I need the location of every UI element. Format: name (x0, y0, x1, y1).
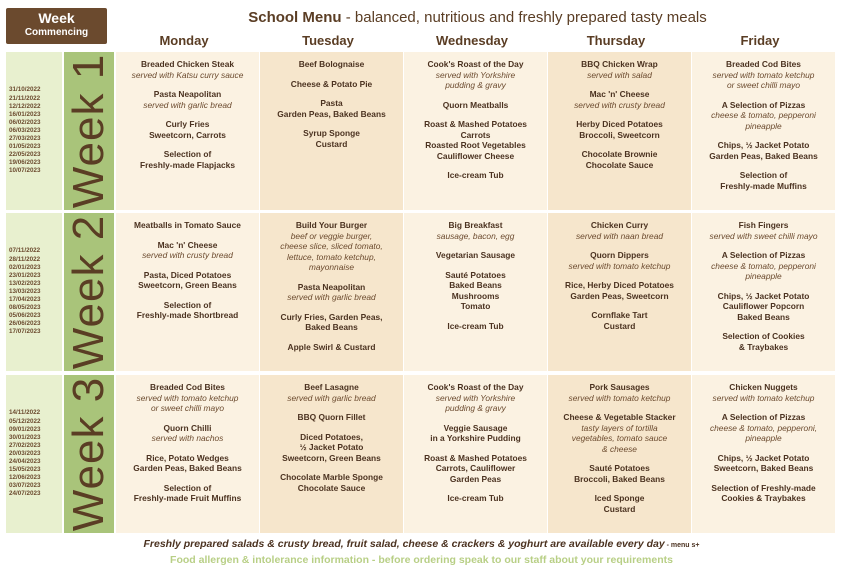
menu-item (551, 280, 688, 301)
menu-item-name: A Selection of Pizzas (721, 99, 806, 110)
badge-line1: Week (38, 10, 75, 26)
week-commencing-date: 06/02/2023 (9, 118, 41, 126)
page-title (112, 9, 843, 26)
menu-cell-monday (116, 52, 259, 210)
week-label: Week 2 (64, 214, 113, 370)
menu-item-name: Quorn Meatballs (442, 99, 509, 110)
week-commencing-date: 05/06/2023 (9, 312, 41, 320)
menu-item-name: Cheese & Potato Pie (290, 78, 373, 89)
menu-item-name: Breaded Chicken Steak (140, 59, 235, 69)
menu-item (695, 291, 832, 323)
week-dates (9, 86, 63, 175)
week-commencing-badge (6, 8, 107, 44)
menu-cell-monday (116, 375, 259, 533)
week-commencing-date: 20/03/2023 (9, 449, 41, 457)
menu-item (695, 100, 832, 132)
menu-cell-thursday (548, 213, 691, 371)
menu-item-description: served with tomato ketchup (568, 260, 671, 271)
week-commencing-date: 01/05/2023 (9, 143, 41, 151)
week-commencing-date: 30/01/2023 (9, 433, 41, 441)
menu-item (263, 98, 400, 119)
menu-item (119, 423, 256, 444)
menu-item-description: tasty layers of tortilla vegetables, tomato sauce & cheese (571, 422, 668, 454)
menu-cell-wednesday (404, 375, 547, 533)
week-dates-box (6, 213, 62, 371)
menu-item (407, 270, 544, 312)
menu-item (551, 493, 688, 514)
menu-item (407, 423, 544, 444)
menu-item (407, 382, 544, 414)
menu-item (551, 220, 688, 241)
menu-item-name: Beef Bolognaise (298, 59, 365, 69)
menu-item-name: Apple Swirl & Custard (287, 341, 376, 352)
week-label: Week 3 (64, 376, 113, 532)
menu-item (263, 432, 400, 464)
menu-item-name: Chocolate Brownie Chocolate Sauce (581, 149, 658, 170)
menu-item-description: cheese & tomato, pepperoni, pineapple (709, 422, 818, 443)
menu-item (119, 59, 256, 80)
menu-item (551, 89, 688, 110)
menu-cell-thursday (548, 52, 691, 210)
day-header-friday: Friday (740, 33, 780, 48)
menu-item (695, 220, 832, 241)
week-commencing-date: 27/03/2023 (9, 135, 41, 142)
menu-item (551, 59, 688, 80)
menu-item-name: Chicken Nuggets (729, 382, 798, 392)
menu-item (407, 250, 544, 261)
menu-item-description: served with tomato ketchup (568, 392, 671, 403)
day-header-tuesday: Tuesday (302, 33, 354, 48)
menu-item (407, 453, 544, 485)
menu-item-description: served with crusty bread (574, 99, 665, 110)
week-commencing-date: 14/11/2022 (9, 409, 41, 417)
menu-item-name: Selection of Freshly-made Cookies & Traybakes (711, 482, 816, 503)
menu-item (695, 250, 832, 282)
menu-item (695, 412, 832, 444)
menu-item-name: Build Your Burger (295, 220, 368, 230)
week-menu-area (116, 375, 838, 533)
week-commencing-date: 28/11/2022 (9, 255, 41, 263)
menu-item (263, 382, 400, 403)
menu-item-name: Selection of Freshly-made Shortbread (136, 299, 239, 320)
menu-item-description: served with garlic bread (287, 392, 376, 403)
menu-item (119, 300, 256, 321)
footer-line1-small: - menu s+ (664, 542, 700, 549)
menu-item-name: Pasta Garden Peas, Baked Beans (277, 98, 386, 119)
menu-item-name: A Selection of Pizzas (721, 250, 806, 260)
menu-item-name: Iced Sponge Custard (594, 493, 645, 514)
week-dates-box (6, 375, 62, 533)
menu-item-name: Cornflake Tart Custard (591, 310, 648, 331)
week-commencing-date: 31/10/2022 (9, 86, 41, 94)
menu-cell-friday (692, 375, 835, 533)
menu-item-description: served with salad (587, 69, 652, 80)
menu-item-description: served with garlic bread (287, 292, 376, 302)
menu-item-name: Ice-cream Tub (447, 493, 504, 503)
menu-item (263, 282, 400, 303)
week-commencing-date: 13/03/2023 (9, 287, 41, 295)
menu-item-name: Breaded Cod Bites (150, 382, 225, 392)
menu-item-name: Vegetarian Sausage (435, 250, 516, 260)
menu-item-name: Diced Potatoes, ½ Jacket Potato Sweetcorn, Green Beans (282, 431, 381, 463)
menu-item-name: BBQ Quorn Fillet (297, 412, 366, 422)
menu-item-description: cheese & tomato, pepperoni pineapple (711, 260, 816, 281)
menu-item-description: beef or veggie burger, cheese slice, sliced tomato, lettuce, tomato ketchup, mayonnaise (280, 230, 383, 272)
week-commencing-date: 13/02/2023 (9, 279, 41, 287)
week-commencing-date: 12/12/2022 (9, 102, 41, 110)
menu-item (407, 321, 544, 332)
menu-item (695, 140, 832, 161)
menu-item-name: Breaded Cod Bites (726, 59, 801, 69)
day-header-thursday: Thursday (586, 33, 646, 48)
week-label-box (64, 375, 114, 533)
menu-item (695, 170, 832, 191)
menu-item-name: Cheese & Vegetable Stacker (563, 412, 676, 422)
title-bold: School Menu (248, 9, 342, 26)
menu-item (695, 483, 832, 504)
menu-item (695, 331, 832, 352)
menu-item-description: served with nachos (151, 433, 224, 443)
menu-item-name: Big Breakfast (448, 220, 503, 230)
week-dates (9, 409, 63, 498)
menu-cell-tuesday (260, 375, 403, 533)
menu-item-name: Sauté Potatoes Broccoli, Baked Beans (574, 463, 665, 484)
footer-line1: Freshly prepared salads & crusty bread, fruit salad, cheese & crackers & yoghurt are available every day (143, 538, 665, 550)
menu-item-name: Beef Lasagne (304, 382, 359, 392)
menu-item-name: Selection of Freshly-made Fruit Muffins (133, 482, 242, 503)
week-commencing-date: 09/01/2023 (9, 425, 41, 433)
week-commencing-date: 22/05/2023 (9, 151, 41, 159)
menu-item (407, 493, 544, 504)
menu-item-name: Pasta, Diced Potatoes Sweetcorn, Green Beans (138, 269, 237, 290)
menu-item (695, 382, 832, 403)
day-header-wednesday: Wednesday (435, 33, 508, 48)
week-commencing-date: 21/11/2022 (9, 94, 41, 102)
menu-item-description: served with Yorkshire pudding & gravy (435, 392, 516, 413)
footer-daily-items (0, 538, 843, 550)
menu-item (119, 453, 256, 474)
week-row-1 (6, 52, 838, 210)
menu-item (551, 382, 688, 403)
menu-item (407, 100, 544, 111)
menu-cell-tuesday (260, 213, 403, 371)
menu-item (695, 59, 832, 91)
menu-item-name: Curly Fries, Garden Peas, Baked Beans (280, 311, 383, 332)
menu-item-name: Chips, ½ Jacket Potato Cauliflower Popcorn Baked Beans (717, 290, 810, 322)
menu-item (263, 59, 400, 70)
menu-item (551, 310, 688, 331)
menu-item-name: Cook's Roast of the Day (427, 59, 524, 69)
week-commencing-date: 10/07/2023 (9, 167, 41, 175)
week-commencing-date: 05/12/2022 (9, 417, 41, 425)
week-commencing-date: 23/01/2023 (9, 271, 41, 279)
menu-item (407, 59, 544, 91)
menu-item-name: Chocolate Marble Sponge Chocolate Sauce (280, 472, 383, 493)
menu-item-name: Roast & Mashed Potatoes Carrots, Cauliflower Garden Peas (424, 452, 527, 484)
menu-item (119, 240, 256, 261)
menu-item-name: Mac 'n' Cheese (157, 239, 218, 250)
menu-item-description: served with tomato ketchup or sweet chilli mayo (712, 69, 815, 90)
menu-item-description: served with Katsu curry sauce (131, 69, 244, 80)
menu-item-name: Selection of Freshly-made Muffins (720, 170, 807, 191)
menu-item-description: served with naan bread (575, 230, 664, 241)
menu-item (263, 128, 400, 149)
menu-item (695, 453, 832, 474)
menu-item-name: BBQ Chicken Wrap (581, 59, 658, 69)
menu-item (551, 149, 688, 170)
menu-item (263, 220, 400, 273)
menu-item-description: sausage, bacon, egg (436, 230, 515, 241)
menu-item-description: served with garlic bread (143, 99, 232, 110)
week-dates-box (6, 52, 62, 210)
menu-item-name: Ice-cream Tub (447, 320, 504, 331)
menu-cell-wednesday (404, 213, 547, 371)
week-menu-area (116, 52, 838, 210)
menu-item-name: Selection of Freshly-made Flapjacks (140, 149, 235, 170)
menu-item-name: Quorn Dippers (590, 250, 649, 260)
menu-item-name: Pasta Neapolitan (297, 281, 366, 292)
menu-item-name: A Selection of Pizzas (721, 412, 806, 422)
week-commencing-date: 24/07/2023 (9, 490, 41, 498)
week-commencing-date: 07/11/2022 (9, 247, 41, 255)
menu-item-description: served with tomato ketchup or sweet chilli mayo (136, 392, 239, 413)
menu-item-name: Selection of Cookies & Traybakes (722, 331, 805, 352)
menu-item (263, 342, 400, 353)
menu-item-name: Pasta Neapolitan (153, 89, 222, 99)
menu-item (551, 412, 688, 454)
title-rest: - balanced, nutritious and freshly prepared tasty meals (341, 9, 707, 26)
menu-item (551, 119, 688, 140)
week-row-3 (6, 375, 838, 533)
menu-item (263, 472, 400, 493)
menu-item (119, 220, 256, 231)
week-label-box (64, 213, 114, 371)
menu-item-name: Cook's Roast of the Day (427, 382, 524, 392)
menu-item-name: Curly Fries Sweetcorn, Carrots (149, 119, 226, 140)
week-commencing-date: 19/06/2023 (9, 159, 41, 167)
menu-item (119, 382, 256, 414)
footer-allergen-info: Food allergen & intolerance information - before ordering speak to our staff about your requirements (170, 554, 673, 566)
menu-item-name: Pork Sausages (589, 382, 650, 392)
week-commencing-date: 26/06/2023 (9, 320, 41, 328)
week-commencing-date: 17/07/2023 (9, 328, 41, 336)
menu-item-name: Meatballs in Tomato Sauce (134, 220, 241, 230)
menu-item-name: Roast & Mashed Potatoes Carrots Roasted Root Vegetables Cauliflower Cheese (424, 119, 527, 161)
menu-item-description: served with sweet chilli mayo (709, 230, 818, 241)
menu-item (263, 312, 400, 333)
menu-item-name: Sauté Potatoes Baked Beans Mushrooms Tomato (445, 269, 506, 311)
week-label: Week 1 (64, 53, 113, 209)
menu-item (119, 89, 256, 110)
menu-item (119, 149, 256, 170)
menu-item-name: Fish Fingers (738, 220, 789, 230)
menu-item-description: served with tomato ketchup (712, 392, 815, 403)
menu-item (119, 119, 256, 140)
week-commencing-date: 24/04/2023 (9, 458, 41, 465)
menu-item-description: served with crusty bread (142, 250, 233, 260)
menu-item-name: Chicken Curry (590, 220, 649, 230)
menu-cell-monday (116, 213, 259, 371)
menu-item-name: Veggie Sausage in a Yorkshire Pudding (430, 422, 521, 443)
menu-item-name: Syrup Sponge Custard (303, 128, 360, 149)
menu-item-name: Chips, ½ Jacket Potato Sweetcorn, Baked Beans (713, 452, 814, 473)
day-headers (112, 33, 834, 51)
menu-item-name: Herby Diced Potatoes Broccoli, Sweetcorn (576, 119, 663, 140)
menu-item (119, 270, 256, 291)
menu-item-description: cheese & tomato, pepperoni pineapple (711, 110, 816, 131)
week-commencing-date: 06/03/2023 (9, 126, 41, 134)
menu-item (119, 483, 256, 504)
menu-item (263, 412, 400, 423)
menu-item (263, 79, 400, 90)
week-commencing-date: 02/01/2023 (9, 263, 41, 271)
menu-cell-thursday (548, 375, 691, 533)
menu-item-description: served with Yorkshire pudding & gravy (435, 69, 516, 90)
week-menu-area (116, 213, 838, 371)
menu-cell-wednesday (404, 52, 547, 210)
week-commencing-date: 27/02/2023 (9, 441, 41, 449)
menu-cell-friday (692, 52, 835, 210)
menu-item-name: Rice, Potato Wedges Garden Peas, Baked Beans (133, 452, 242, 473)
week-commencing-date: 15/05/2023 (9, 466, 41, 474)
week-commencing-date: 17/04/2023 (9, 296, 41, 303)
menu-item (551, 250, 688, 271)
week-commencing-date: 08/05/2023 (9, 304, 41, 312)
menu-item-name: Mac 'n' Cheese (589, 89, 650, 99)
week-commencing-date: 16/01/2023 (9, 110, 41, 118)
week-row-2 (6, 213, 838, 371)
day-header-monday: Monday (159, 33, 209, 48)
menu-item-name: Ice-cream Tub (447, 170, 504, 180)
week-label-box (64, 52, 114, 210)
menu-item-name: Chips, ½ Jacket Potato Garden Peas, Baked Beans (709, 140, 818, 161)
week-dates (9, 247, 63, 336)
week-commencing-date: 03/07/2023 (9, 482, 41, 490)
menu-item (551, 463, 688, 484)
badge-line2: Commencing (24, 27, 89, 38)
menu-item-name: Quorn Chilli (163, 422, 212, 433)
menu-item (407, 119, 544, 161)
week-commencing-date: 12/06/2023 (9, 474, 41, 482)
menu-cell-tuesday (260, 52, 403, 210)
menu-item (407, 170, 544, 181)
menu-item (407, 220, 544, 241)
menu-cell-friday (692, 213, 835, 371)
menu-item-name: Rice, Herby Diced Potatoes Garden Peas, Sweetcorn (565, 280, 674, 301)
